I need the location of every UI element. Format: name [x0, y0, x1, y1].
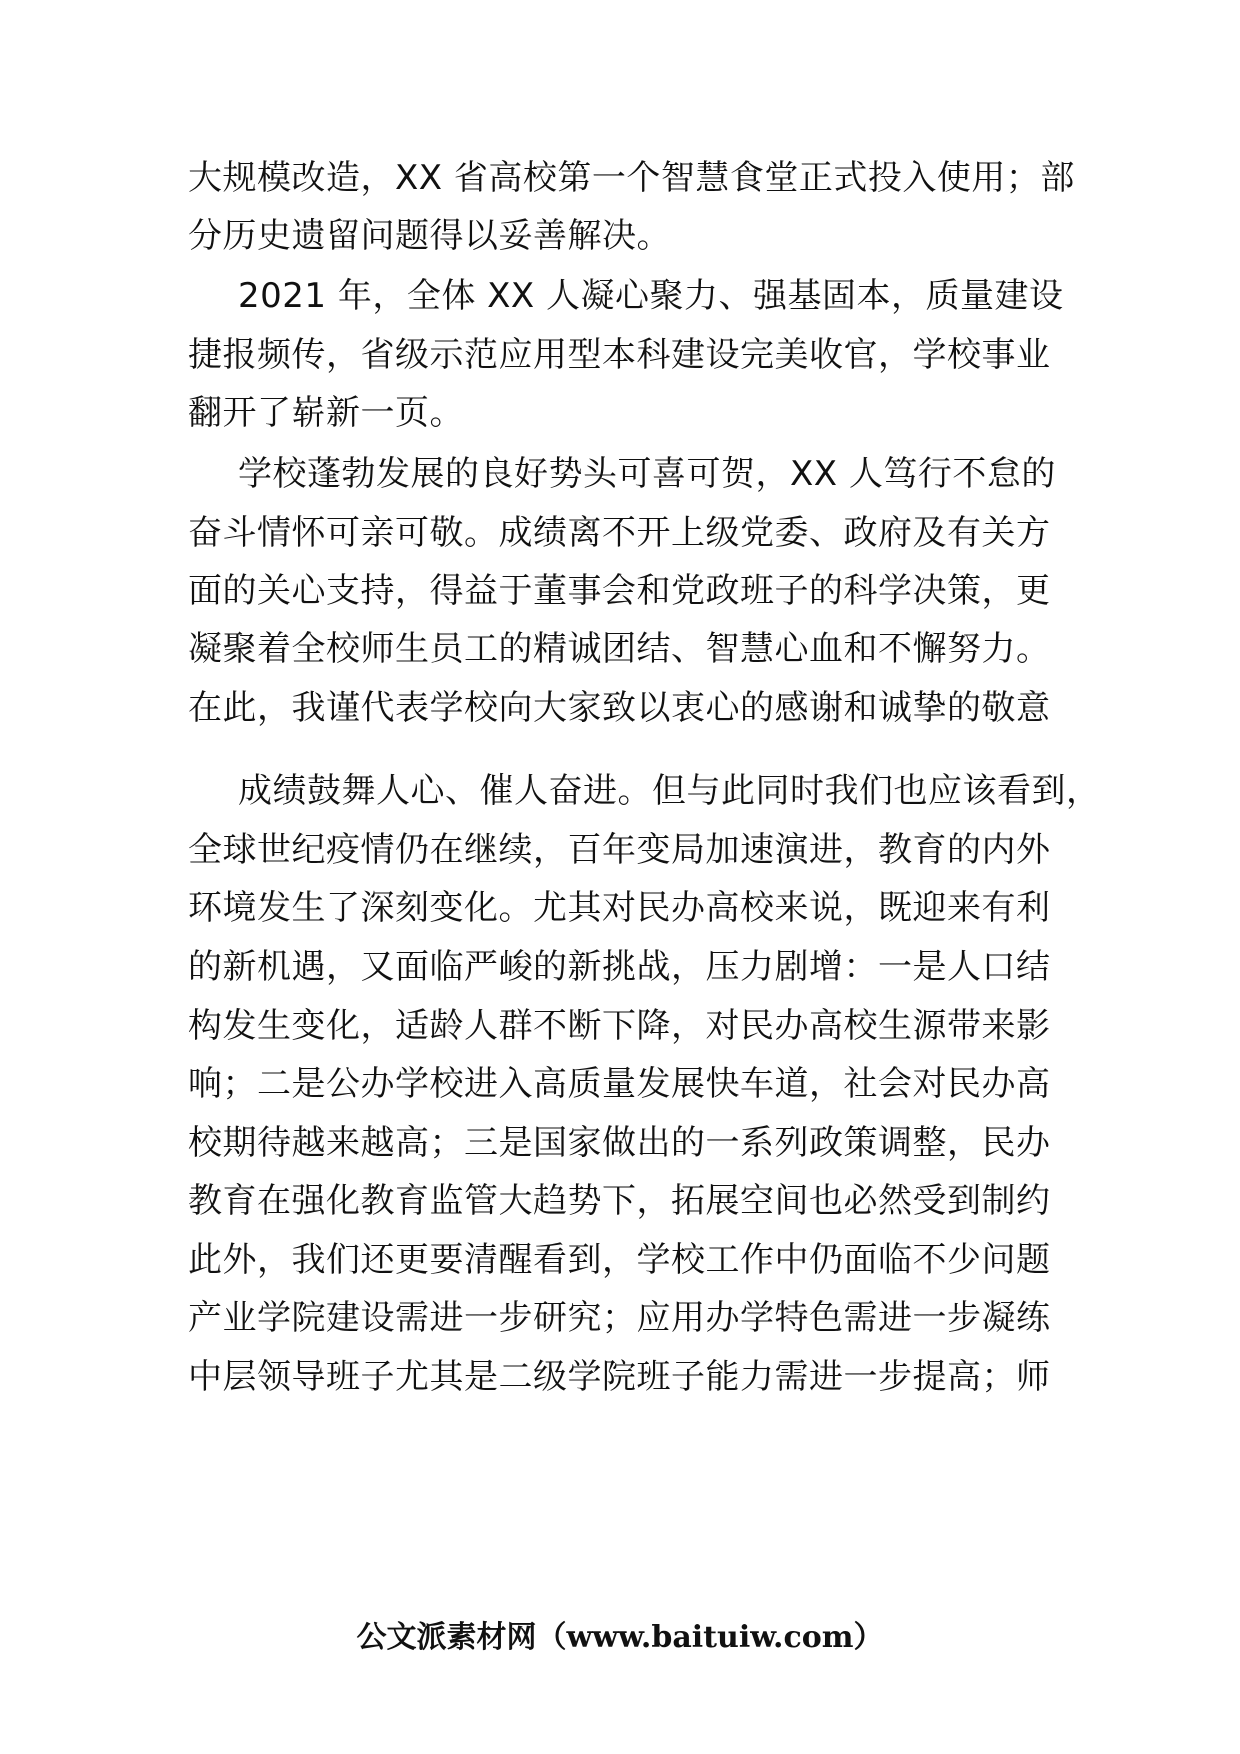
- paragraph-line: 奋斗情怀可亲可敬。成绩离不开上级党委、政府及有关方: [188, 513, 1051, 553]
- paragraph-line: 捷报频传，省级示范应用型本科建设完美收官，学校事业: [188, 335, 1051, 375]
- paragraph-line: 环境发生了深刻变化。尤其对民办高校来说，既迎来有利: [188, 888, 1051, 928]
- paragraph-line: 中层领导班子尤其是二级学院班子能力需进一步提高；师: [188, 1357, 1051, 1397]
- paragraph-line: 2021 年，全体 XX 人凝心聚力、强基固本，质量建设: [238, 276, 1064, 316]
- paragraph-line: 成绩鼓舞人心、催人奋进。但与此同时我们也应该看到，: [238, 771, 1101, 811]
- paragraph-line: 凝聚着全校师生员工的精诚团结、智慧心血和不懈努力。: [188, 629, 1051, 669]
- paragraph-line: 翻开了崭新一页。: [188, 393, 464, 433]
- paragraph-line: 教育在强化教育监管大趋势下，拓展空间也必然受到制约: [188, 1181, 1051, 1221]
- paragraph-line: 构发生变化，适龄人群不断下降，对民办高校生源带来影: [188, 1006, 1051, 1046]
- paragraph-line: 学校蓬勃发展的良好势头可喜可贺，XX 人笃行不怠的: [238, 454, 1056, 494]
- paragraph-line: 响；二是公办学校进入高质量发展快车道，社会对民办高: [188, 1064, 1051, 1104]
- paragraph-line: 全球世纪疫情仍在继续，百年变局加速演进，教育的内外: [188, 830, 1051, 870]
- paragraph-line: 产业学院建设需进一步研究；应用办学特色需进一步凝练: [188, 1298, 1051, 1338]
- paragraph-line: 在此，我谨代表学校向大家致以衷心的感谢和诚挚的敬意: [188, 688, 1051, 728]
- paragraph-line: 此外，我们还更要清醒看到，学校工作中仍面临不少问题: [188, 1240, 1051, 1280]
- paragraph-line: 校期待越来越高；三是国家做出的一系列政策调整，民办: [188, 1123, 1051, 1163]
- footer-watermark: 公文派素材网（www.baituiw.com）: [356, 1620, 884, 1655]
- paragraph-line: 大规模改造，XX 省高校第一个智慧食堂正式投入使用；部: [188, 158, 1075, 198]
- paragraph-line: 面的关心支持，得益于董事会和党政班子的科学决策，更: [188, 571, 1051, 611]
- paragraph-line: 分历史遗留问题得以妥善解决。: [188, 216, 671, 256]
- paragraph-line: 的新机遇，又面临严峻的新挑战，压力剧增：一是人口结: [188, 947, 1051, 987]
